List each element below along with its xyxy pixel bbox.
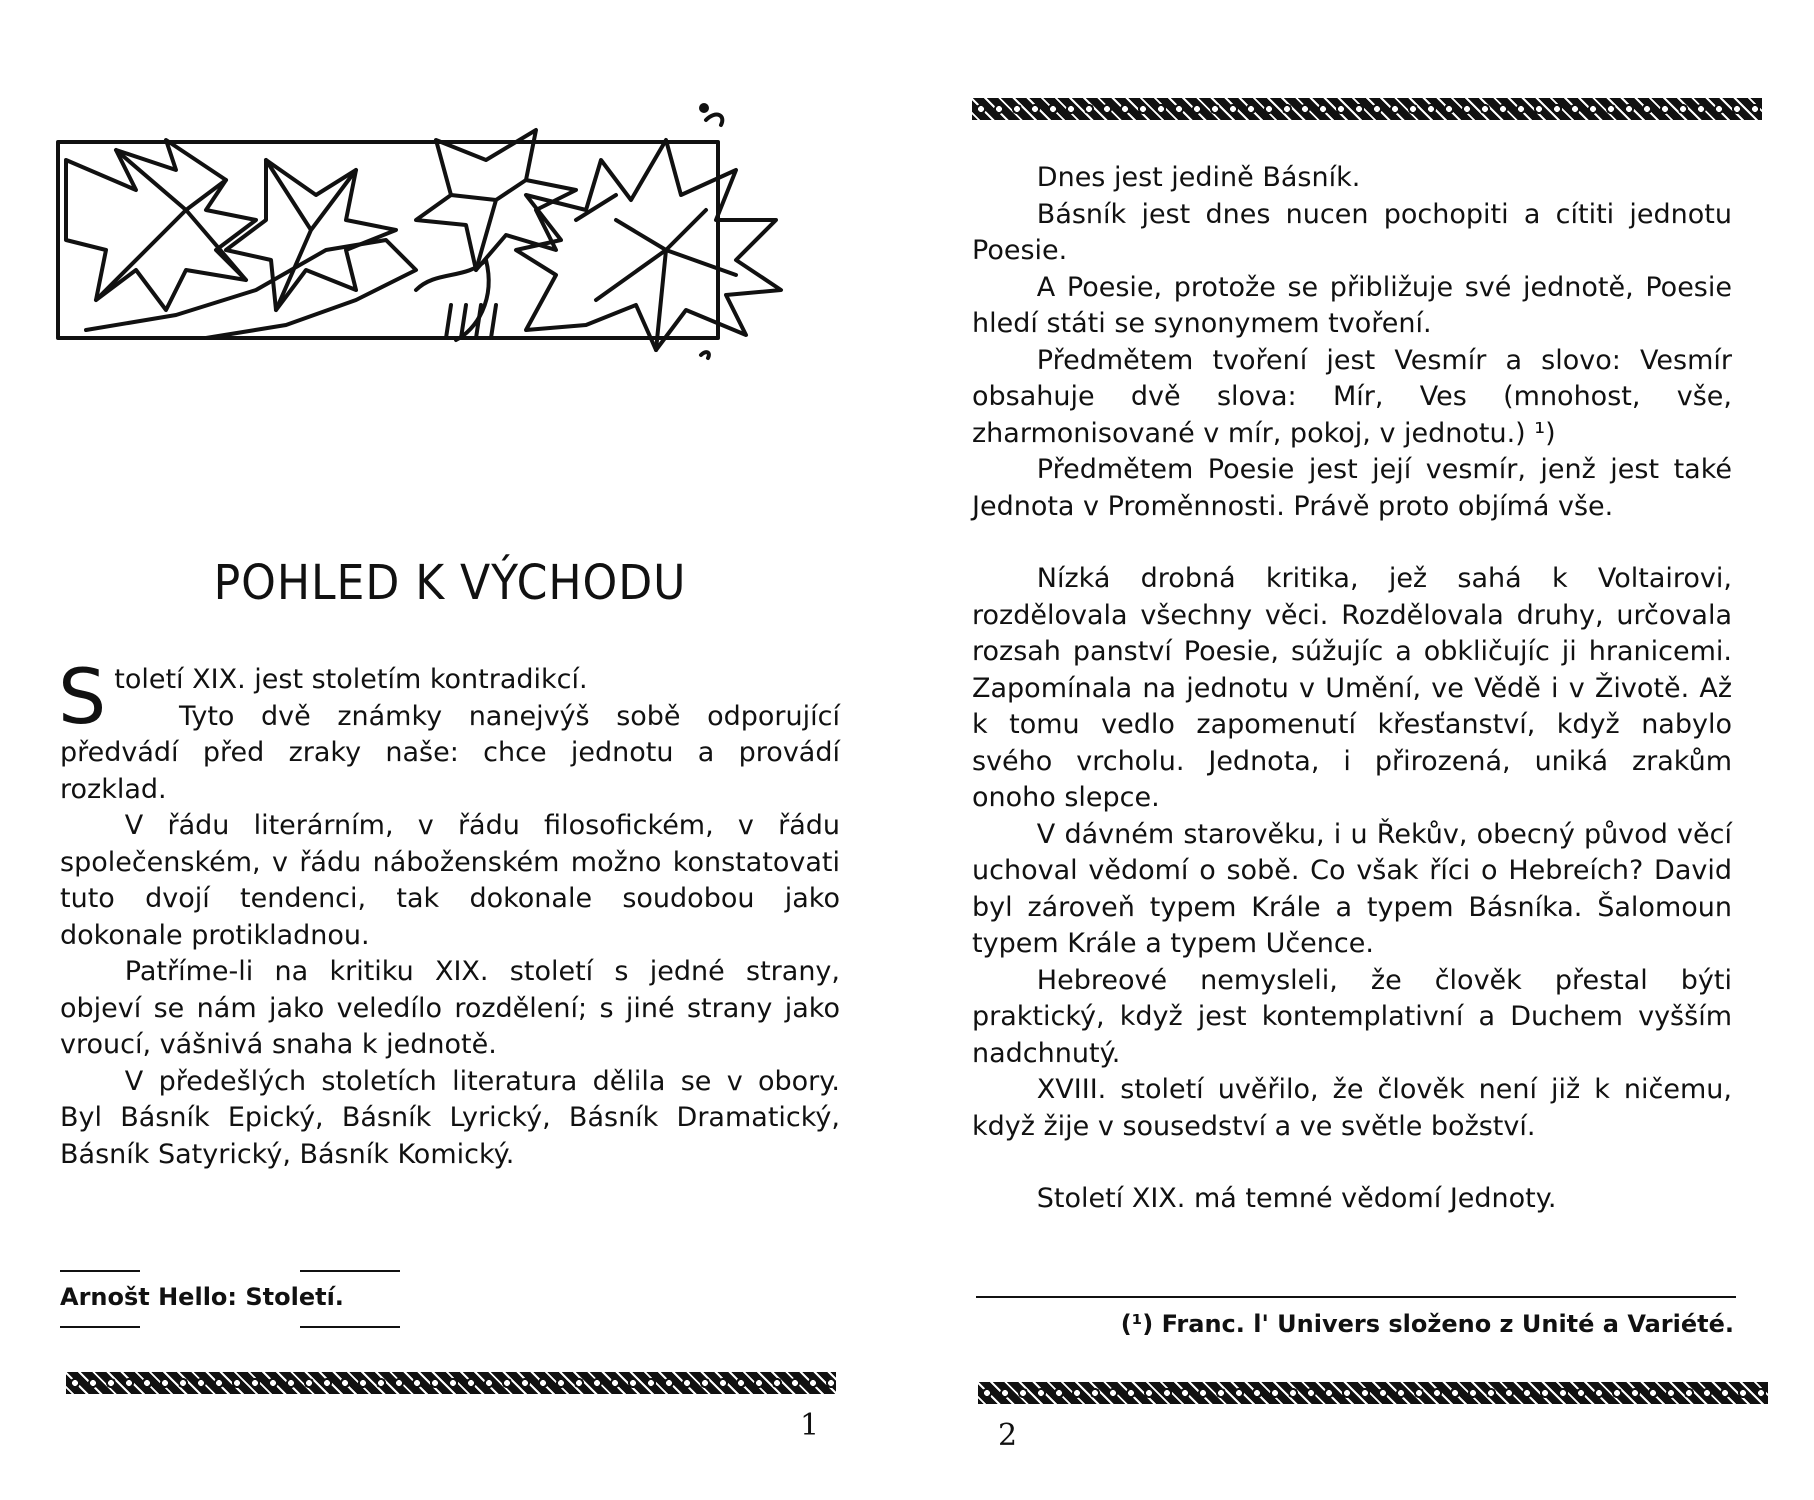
paragraph: V dávném starověku, i u Řekův, obecný původ věcí uchoval vědomí o sobě. Co však říci o Hebreích? David byl zároveň typem Krále a typem Básníka. Šalomoun typem Krále a typem Učence. [972,818,1732,959]
divider [60,1326,140,1328]
paragraph: V řádu literárním, v řádu filosofickém, v řádu společenském, v řádu náboženském možno konstatovati tuto dvojí tendenci, tak dokonale soudobou jako dokonale protikladnou. [60,810,840,951]
paragraph: Předmětem Poesie jest její vesmír, jenž jest také Jednota v Proměnnosti. Právě proto objímá vše. [972,454,1732,522]
paragraph: Patříme-li na kritiku XIX. století s jedné strany, objeví se nám jako veledílo rozdělení; s jiné strany jako vroucí, vášnivá snaha k jednotě. [60,956,840,1060]
left-page [0,0,900,1500]
drop-cap: S [58,652,107,741]
footnote-divider [976,1296,1736,1298]
leaf-illustration [56,100,846,370]
paragraph: Hebreové nemysleli, že člověk přestal býti praktický, když jest kontemplativní a Duchem vyšším nadchnutý. [972,964,1732,1069]
divider [300,1270,400,1272]
paragraph: XVIII. století uvěřilo, že člověk není již k ničemu, když žije v sousedství a ve světle božství. [972,1074,1732,1142]
right-page [900,0,1814,1500]
attribution: Arnošt Hello: Století. [60,1283,344,1311]
divider [60,1270,140,1272]
right-body-text [972,160,1732,1218]
footnote: (¹) Franc. l' Univers složeno z Unité a Variété. [1120,1310,1734,1338]
paragraph: Dnes jest jedině Básník. [1036,162,1361,193]
paragraph: Nízká drobná kritika, jež sahá k Voltairovi, rozdělovala všechny věci. Rozdělovala druhy, určovala rozsah panství Poesie, súžujíc a obkličujíc ji hranicemi. Zapomínala na jednotu v Umění, ve Vědě i v Životě. Až k tomu vedlo zapomenutí křesťanství, když nabylo svého vrcholu. Jednota, i přirozená, uniká zrakům onoho slepce. [972,563,1732,813]
left-body-text [58,652,840,1173]
divider [300,1326,400,1328]
paragraph: Století XIX. má temné vědomí Jednoty. [1036,1183,1557,1214]
page-title: POHLED K VÝCHODU [213,555,687,611]
paragraph: Předmětem tvoření jest Vesmír a slovo: Vesmír obsahuje dvě slova: Mír, Ves (mnohost, vše, zharmonisované v mír, pokoj, v jednotu.) ¹) [972,344,1732,449]
ornamental-border [972,98,1762,120]
paragraph: Tyto dvě známky nanejvýš sobě odporující předvádí před zraky naše: chce jednotu a provádí rozklad. [60,700,840,805]
ornamental-border [978,1382,1768,1404]
paragraph: V předešlých stoletích literatura dělila se v obory. Byl Básník Epický, Básník Lyrický, Básník Dramatický, Básník Satyrický, Básník Komický. [60,1065,840,1170]
paragraph: S toletí XIX. jest stoletím kontradikcí. [58,652,588,741]
ornamental-border [66,1372,836,1394]
paragraph: A Poesie, protože se přibližuje své jednotě, Poesie hledí státi se synonymem tvoření. [972,271,1732,339]
page-number: 2 [998,1418,1018,1453]
page-number: 1 [800,1408,820,1443]
paragraph: Básník jest dnes nucen pochopiti a cítiti jednotu Poesie. [972,198,1732,266]
